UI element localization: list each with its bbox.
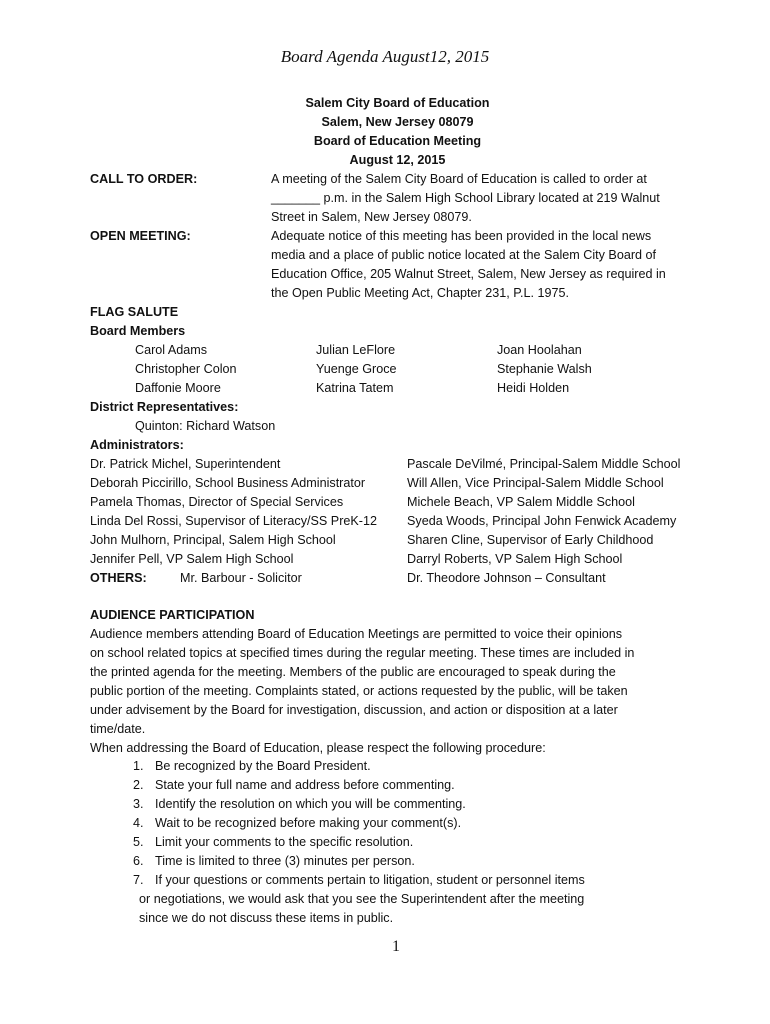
- board-member: Julian LeFlore: [316, 343, 396, 357]
- administrators-right-column: [407, 455, 680, 588]
- administrator: Sharen Cline, Supervisor of Early Childhood: [407, 533, 654, 547]
- title-block: [0, 94, 770, 170]
- procedure-list: [133, 757, 693, 890]
- list-text: State your full name and address before commenting.: [155, 778, 455, 792]
- administrators-left-column: [90, 455, 377, 588]
- page-header: Board Agenda August12, 2015: [280, 47, 490, 66]
- district-reps-heading: District Representatives:: [90, 400, 239, 414]
- text-line: media and a place of public notice located at the Salem City Board of: [271, 248, 657, 262]
- board-members-col-1: [135, 341, 237, 398]
- list-item: [133, 833, 693, 852]
- board-member: Carol Adams: [135, 343, 208, 357]
- title-line: Salem City Board of Education: [305, 96, 490, 110]
- open-meeting-label: OPEN MEETING:: [90, 229, 191, 243]
- text-line: A meeting of the Salem City Board of Education is called to order at: [271, 172, 647, 186]
- list-item: [133, 776, 693, 795]
- board-members-heading: Board Members: [90, 324, 186, 338]
- list-text: Identify the resolution on which you will be commenting.: [155, 797, 466, 811]
- list-number: 6.: [133, 854, 144, 868]
- title-line: Salem, New Jersey 08079: [321, 115, 474, 129]
- procedure-intro: When addressing the Board of Education, please respect the following procedure:: [90, 741, 546, 755]
- board-members-col-2: [316, 341, 397, 398]
- administrator: Syeda Woods, Principal John Fenwick Academy: [407, 514, 677, 528]
- list-text: Time is limited to three (3) minutes per person.: [155, 854, 415, 868]
- call-to-order-text: [271, 170, 711, 227]
- open-meeting-section: [90, 227, 710, 303]
- list-item: [133, 871, 693, 890]
- open-meeting-text: [271, 227, 711, 303]
- administrator: Jennifer Pell, VP Salem High School: [90, 552, 294, 566]
- board-member: Heidi Holden: [497, 381, 570, 395]
- text-line: public portion of the meeting. Complaints stated, or actions requested by the public, will be taken: [90, 684, 628, 698]
- list-number: 4.: [133, 816, 144, 830]
- flag-salute-heading: FLAG SALUTE: [90, 305, 179, 319]
- administrator: Pamela Thomas, Director of Special Services: [90, 495, 344, 509]
- list-number: 7.: [133, 873, 144, 887]
- text-line: _______ p.m. in the Salem High School Library located at 219 Walnut: [271, 191, 660, 205]
- list-text: Wait to be recognized before making your comment(s).: [155, 816, 462, 830]
- administrator: Dr. Theodore Johnson – Consultant: [407, 571, 606, 585]
- list-number: 3.: [133, 797, 144, 811]
- district-rep-name: Quinton: Richard Watson: [135, 419, 276, 433]
- administrator: Pascale DeVilmé, Principal-Salem Middle School: [407, 457, 681, 471]
- text-line: on school related topics at specified times during the regular meeting. These times are included in: [90, 646, 635, 660]
- title-line: Board of Education Meeting: [313, 134, 482, 148]
- board-member: Christopher Colon: [135, 362, 237, 376]
- list-item: [133, 852, 693, 871]
- title-line: August 12, 2015: [349, 153, 446, 167]
- audience-paragraph: [90, 625, 715, 758]
- board-member: Yuenge Groce: [316, 362, 397, 376]
- board-member: Stephanie Walsh: [497, 362, 592, 376]
- others-label: OTHERS:: [90, 571, 147, 585]
- board-member: Katrina Tatem: [316, 381, 394, 395]
- text-line: Adequate notice of this meeting has been provided in the local news: [271, 229, 652, 243]
- list-number: 2.: [133, 778, 144, 792]
- list-item: [133, 814, 693, 833]
- text-line: Education Office, 205 Walnut Street, Salem, New Jersey as required in: [271, 267, 666, 281]
- step-7-continuation: [139, 890, 699, 928]
- administrator: John Mulhorn, Principal, Salem High School: [90, 533, 336, 547]
- text-line: since we do not discuss these items in public.: [139, 911, 394, 925]
- list-text: If your questions or comments pertain to litigation, student or personnel items: [155, 873, 585, 887]
- administrator: Linda Del Rossi, Supervisor of Literacy/SS PreK-12: [90, 514, 377, 528]
- administrator: Darryl Roberts, VP Salem High School: [407, 552, 623, 566]
- call-to-order-label: CALL TO ORDER:: [90, 172, 198, 186]
- list-number: 1.: [133, 759, 144, 773]
- text-line: time/date.: [90, 722, 146, 736]
- others-row: [90, 569, 377, 588]
- page-number: 1: [392, 938, 400, 955]
- audience-heading: AUDIENCE PARTICIPATION: [90, 608, 255, 622]
- text-line: or negotiations, we would ask that you see the Superintendent after the meeting: [139, 892, 585, 906]
- list-item: [133, 795, 693, 814]
- list-number: 5.: [133, 835, 144, 849]
- administrator: Dr. Patrick Michel, Superintendent: [90, 457, 281, 471]
- text-line: the Open Public Meeting Act, Chapter 231, P.L. 1975.: [271, 286, 570, 300]
- call-to-order-section: [90, 170, 710, 227]
- administrator: Michele Beach, VP Salem Middle School: [407, 495, 635, 509]
- administrator: Will Allen, Vice Principal-Salem Middle School: [407, 476, 664, 490]
- text-line: under advisement by the Board for investigation, discussion, and action or disposition at a later: [90, 703, 618, 717]
- administrator: Deborah Piccirillo, School Business Administrator: [90, 476, 366, 490]
- board-members-col-3: [497, 341, 592, 398]
- text-line: Audience members attending Board of Education Meetings are permitted to voice their opinions: [90, 627, 623, 641]
- others-value: Mr. Barbour - Solicitor: [180, 571, 302, 585]
- board-member: Joan Hoolahan: [497, 343, 582, 357]
- text-line: the printed agenda for the meeting. Members of the public are encouraged to speak during the: [90, 665, 616, 679]
- text-line: Street in Salem, New Jersey 08079.: [271, 210, 472, 224]
- list-text: Limit your comments to the specific resolution.: [155, 835, 414, 849]
- board-member: Daffonie Moore: [135, 381, 221, 395]
- list-item: [133, 757, 693, 776]
- administrators-heading: Administrators:: [90, 438, 184, 452]
- list-text: Be recognized by the Board President.: [155, 759, 371, 773]
